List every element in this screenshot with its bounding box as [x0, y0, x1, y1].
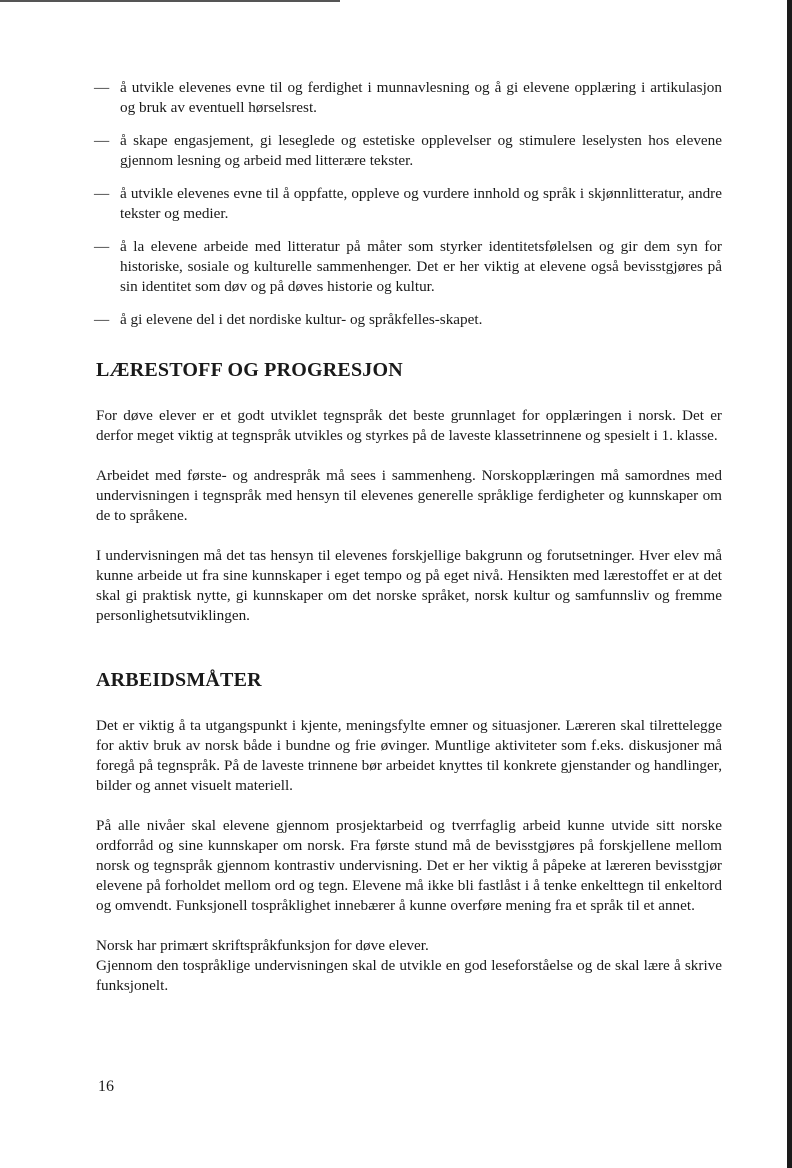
- list-item-text: å skape engasjement, gi leseglede og estetiske opplevelser og stimulere leselysten hos elevene gjennom lesning og arbeid med litterære tekster.: [120, 132, 722, 169]
- paragraph: På alle nivåer skal elevene gjennom prosjektarbeid og tverrfaglig arbeid kunne utvide sitt norske ordforråd og sine kunnskaper om norsk. Fra første stund må de bevisstgjøres på forskjellene mellom norsk og tegnspråk gjennom kontrastiv undervisning. Det er her viktig å påpeke at læreren bevisstgjør elevene på forholdet mellom ord og tegn. Elevene må ikke bli fastlåst i å tenke enkelttegn til enkeltord og omvendt. Funksjonell tospråklighet innebærer å kunne overføre mening fra et språk til et annet.: [96, 817, 722, 914]
- objectives-list: [96, 78, 722, 330]
- list-item: [96, 131, 722, 171]
- bullet-dash: —: [94, 79, 110, 96]
- section-heading-laerestoff: LÆRESTOFF OG PROGRESJON: [96, 359, 403, 381]
- list-item: [96, 310, 722, 330]
- list-item-text: å gi elevene del i det nordiske kultur- og språkfelles-skapet.: [120, 311, 483, 328]
- bullet-dash: —: [94, 185, 110, 202]
- paragraph: Arbeidet med første- og andrespråk må sees i sammenheng. Norskopplæringen må samordnes med undervisningen i tegnspråk med hensyn til elevenes generelle språklige ferdigheter og kunnskaper om de to språkene.: [96, 467, 722, 524]
- section-heading-arbeidsmater: ARBEIDSMÅTER: [96, 669, 262, 691]
- scan-edge-border: [787, 0, 792, 1168]
- list-item-text: å la elevene arbeide med litteratur på måter som styrker identitetsfølelsen og gir dem syn for historiske, sosiale og kulturelle sammenhenger. Det er her viktig at elevene også bevisstgjøres på sin identitet som døv og på døves historie og kultur.: [120, 238, 722, 295]
- page-content: [96, 78, 722, 1016]
- list-item-text: å utvikle elevenes evne til og ferdighet i munnavlesning og å gi elevene opplæring i artikulasjon og bruk av eventuell hørselsrest.: [120, 79, 722, 116]
- paragraph: Det er viktig å ta utgangspunkt i kjente, meningsfylte emner og situasjoner. Læreren skal tilrettelegge for aktiv bruk av norsk både i bundne og frie øvinger. Muntlige aktiviteter som f.eks. diskusjoner må foregå på tegnspråk. På de laveste trinnene bør arbeidet knyttes til konkrete gjenstander og handlinger, bilder og annet visuelt materiell.: [96, 717, 722, 794]
- bullet-dash: —: [94, 311, 110, 328]
- bullet-dash: —: [94, 238, 110, 255]
- paragraph: Norsk har primært skriftspråkfunksjon for døve elever.: [96, 937, 429, 954]
- bullet-dash: —: [94, 132, 110, 149]
- paragraph: For døve elever er et godt utviklet tegnspråk det beste grunnlaget for opplæringen i norsk. Det er derfor meget viktig at tegnspråk utvikles og styrkes på de laveste klassetrinnene og spesielt i 1. klasse.: [96, 407, 722, 444]
- top-edge-rule: [0, 0, 340, 2]
- list-item: [96, 78, 722, 118]
- paragraph: Gjennom den tospråklige undervisningen skal de utvikle en god leseforståelse og de skal lære å skrive funksjonelt.: [96, 957, 722, 994]
- list-item-text: å utvikle elevenes evne til å oppfatte, oppleve og vurdere innhold og språk i skjønnlitteratur, andre tekster og medier.: [120, 185, 722, 222]
- list-item: [96, 184, 722, 224]
- page-number: 16: [98, 1078, 114, 1095]
- paragraph: I undervisningen må det tas hensyn til elevenes forskjellige bakgrunn og forutsetninger. Hver elev må kunne arbeide ut fra sine kunnskaper i eget tempo og på eget nivå. Hensikten med lærestoffet er at det skal gi praktisk nytte, gi kunnskaper om det norske språket, norsk kultur og samfunnsliv og fremme personlighetsutviklingen.: [96, 547, 722, 624]
- list-item: [96, 237, 722, 297]
